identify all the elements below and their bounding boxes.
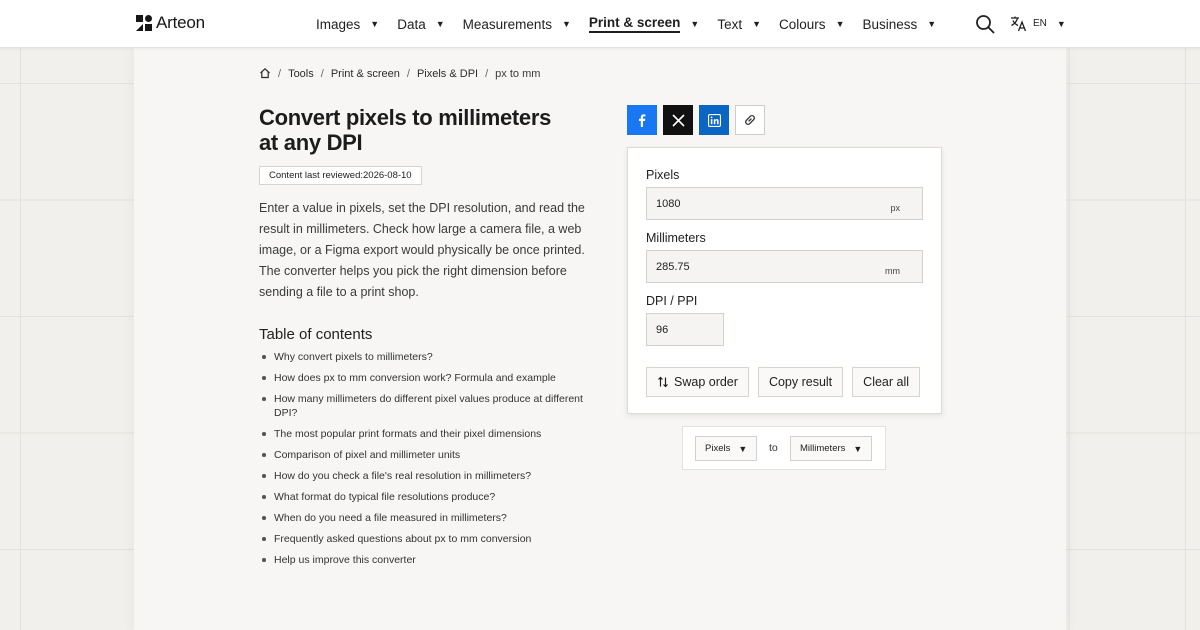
clear-all-label: Clear all [863, 375, 910, 389]
swap-icon [657, 376, 669, 388]
caret-down-icon: ▼ [738, 443, 748, 454]
caret-down-icon: ▼ [690, 19, 700, 29]
to-label: to [769, 442, 778, 454]
language-selector[interactable] [1010, 15, 1066, 32]
nav-label: Print & screen [589, 15, 681, 33]
toc-item[interactable]: What format do typical file resolutions produce? [259, 490, 589, 504]
from-unit-value: Pixels [705, 443, 731, 454]
share-linkedin-button[interactable] [699, 105, 729, 135]
nav-label: Data [397, 16, 426, 32]
from-unit-select[interactable] [695, 436, 757, 461]
language-code: EN [1033, 18, 1047, 29]
copy-result-button[interactable] [758, 367, 843, 397]
nav-label: Text [717, 16, 743, 32]
search-icon[interactable] [975, 14, 995, 34]
home-icon[interactable] [259, 67, 271, 79]
nav-item-images[interactable] [316, 0, 379, 48]
translate-icon [1010, 15, 1027, 32]
breadcrumb-separator: / [406, 68, 410, 80]
logo-mark-icon [136, 15, 152, 31]
dpi-input[interactable] [646, 313, 724, 346]
caret-down-icon: ▼ [561, 19, 571, 29]
reviewed-label: Content last reviewed: [269, 170, 363, 181]
x-icon [672, 114, 685, 127]
breadcrumb-current: px to mm [495, 68, 541, 80]
pixels-input[interactable] [646, 187, 923, 220]
millimeters-input[interactable] [646, 250, 923, 283]
toc-item[interactable]: When do you need a file measured in millimeters? [259, 511, 589, 525]
caret-down-icon: ▼ [853, 443, 863, 454]
page-title: Convert pixels to millimeters at any DPI [259, 105, 552, 155]
nav-label: Business [862, 16, 918, 32]
reviewed-date: 2026-08-10 [363, 170, 412, 181]
nav-item-print-screen[interactable] [589, 0, 699, 48]
main-content [134, 48, 1066, 630]
reviewed-badge [259, 166, 422, 185]
breadcrumb-separator: / [278, 68, 282, 80]
nav-label: Measurements [462, 16, 552, 32]
swap-order-button[interactable] [646, 367, 749, 397]
toc-item[interactable]: Help us improve this converter [259, 553, 589, 567]
brand-name: Arteon [156, 13, 205, 32]
clear-all-button[interactable] [852, 367, 920, 397]
toc-item[interactable]: Why convert pixels to millimeters? [259, 350, 589, 364]
site-header [0, 0, 1200, 48]
facebook-icon [635, 113, 649, 127]
main-nav [316, 0, 954, 48]
millimeters-value: 285.75 [656, 261, 690, 273]
nav-label: Images [316, 16, 361, 32]
caret-down-icon: ▼ [370, 19, 380, 29]
millimeters-unit: mm [885, 266, 900, 276]
nav-item-text[interactable] [717, 0, 761, 48]
nav-item-colours[interactable] [779, 0, 844, 48]
toc-item[interactable]: Frequently asked questions about px to mm conversion [259, 532, 589, 546]
breadcrumb-print-screen[interactable]: Print & screen [330, 68, 400, 80]
converter-card [627, 147, 942, 414]
breadcrumb [259, 68, 540, 80]
nav-item-business[interactable] [862, 0, 936, 48]
toc-item[interactable]: The most popular print formats and their pixel dimensions [259, 427, 589, 441]
copy-link-button[interactable] [735, 105, 765, 135]
to-unit-value: Millimeters [800, 443, 846, 454]
nav-item-data[interactable] [397, 0, 444, 48]
millimeters-label: Millimeters [646, 231, 706, 245]
share-facebook-button[interactable] [627, 105, 657, 135]
toc-item[interactable]: How does px to mm conversion work? Formula and example [259, 371, 589, 385]
to-unit-select[interactable] [790, 436, 872, 461]
toc-item[interactable]: Comparison of pixel and millimeter units [259, 448, 589, 462]
converter-actions [646, 367, 920, 397]
toc-item[interactable]: How many millimeters do different pixel values produce at different DPI? [259, 392, 589, 420]
breadcrumb-tools[interactable]: Tools [288, 68, 314, 80]
caret-down-icon: ▼ [927, 19, 937, 29]
pixels-label: Pixels [646, 168, 680, 182]
unit-switcher [682, 426, 886, 470]
nav-item-measurements[interactable] [463, 0, 571, 48]
pixels-unit: px [890, 203, 900, 213]
caret-down-icon: ▼ [752, 19, 762, 29]
toc-item[interactable]: How do you check a file's real resolution in millimeters? [259, 469, 589, 483]
brand-logo[interactable] [136, 13, 205, 33]
share-x-button[interactable] [663, 105, 693, 135]
link-icon [743, 113, 757, 127]
dpi-label: DPI / PPI [646, 294, 698, 308]
breadcrumb-separator: / [320, 68, 324, 80]
share-buttons [627, 105, 765, 135]
caret-down-icon: ▼ [435, 19, 445, 29]
nav-label: Colours [779, 16, 826, 32]
intro-text: Enter a value in pixels, set the DPI resolution, and read the result in millimeters. Check how large a camera file, a web image, or a Figma export would physically be once printed. The converter helps you pick the right dimension before sending a file to a print shop. [259, 201, 585, 299]
caret-down-icon: ▼ [1056, 18, 1066, 29]
table-of-contents [259, 350, 589, 574]
toc-title: Table of contents [259, 326, 373, 343]
copy-result-label: Copy result [768, 375, 833, 389]
pixels-value: 1080 [656, 198, 681, 210]
dpi-value: 96 [656, 324, 669, 336]
caret-down-icon: ▼ [835, 19, 845, 29]
linkedin-icon [708, 114, 721, 127]
swap-order-label: Swap order [674, 375, 738, 389]
breadcrumb-separator: / [485, 68, 489, 80]
breadcrumb-pixels-dpi[interactable]: Pixels & DPI [416, 68, 479, 80]
